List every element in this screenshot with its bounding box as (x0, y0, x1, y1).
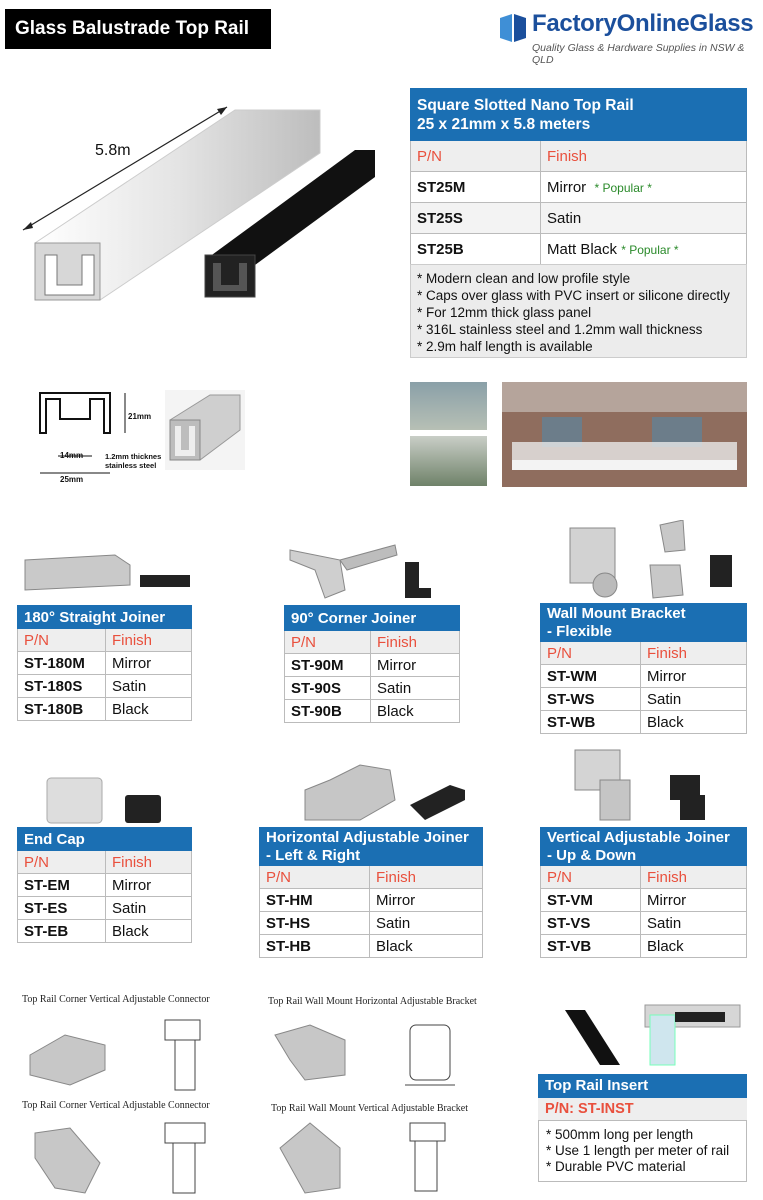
joiner-title: 90° Corner Joiner (285, 606, 460, 631)
col-finish: Finish (541, 141, 747, 172)
brand-name: FactoryOnlineGlass (532, 10, 754, 37)
logo-icon (498, 12, 528, 44)
length-label: 5.8m (95, 142, 131, 159)
main-rail-title: Square Slotted Nano Top Rail (417, 96, 634, 114)
balcony-photo (502, 382, 747, 487)
insert-notes (538, 1120, 747, 1182)
install-photo-1 (410, 382, 487, 430)
brand-logo (498, 8, 754, 66)
joiner-title: 180° Straight Joiner (18, 606, 192, 629)
wall-horizontal-drawing (270, 1015, 485, 1095)
joiner-title: Wall Mount Bracket (547, 604, 686, 622)
joiner-title: Vertical Adjustable Joiner (547, 828, 730, 846)
note-item: * Modern clean and low profile style (417, 271, 631, 286)
main-rail-table (410, 88, 747, 265)
corner-joiner-photo (285, 540, 435, 602)
note-item: * 316L stainless steel and 1.2mm wall thickness (417, 322, 703, 337)
popular-badge: * Popular * (621, 242, 679, 257)
wall-vertical-drawing (275, 1118, 485, 1198)
vertical-joiner-photo (570, 745, 720, 825)
note-item: * Use 1 length per meter of rail (546, 1143, 730, 1158)
joiner-table-corner: 90° Corner Joiner P/N Finish ST-90M Mirror ST-90S Satin ST-90B Black (284, 605, 460, 723)
finish-cell: Mirror (547, 178, 587, 196)
top-rail-illustration (15, 95, 395, 320)
wall-note: 1.2mm thicknes stainless steel (105, 452, 162, 470)
finish-cell: Matt Black (547, 240, 618, 258)
joiner-table-vertical: Vertical Adjustable Joiner - Up & Down P/N Finish ST-VM Mirror ST-VS Satin ST-VB Black (540, 827, 747, 958)
col-pn: P/N (411, 141, 541, 172)
note-item: * Caps over glass with PVC insert or silicone directly (417, 288, 730, 303)
joiner-table-straight: 180° Straight Joiner P/N Finish ST-180M Mirror ST-180S Satin ST-180B Black (17, 605, 192, 721)
pn-cell: ST25B (411, 234, 541, 265)
end-cap-photo (45, 770, 165, 825)
pn-cell: ST25M (411, 172, 541, 203)
dim-width: 25mm (60, 475, 84, 484)
page-title: Glass Balustrade Top Rail (5, 9, 271, 49)
joiner-title: Horizontal Adjustable Joiner (266, 828, 469, 846)
insert-pn: P/N: ST-INST (538, 1098, 747, 1120)
rail-end-photo (165, 390, 245, 470)
pn-cell: ST25S (411, 203, 541, 234)
finish-cell: Satin (541, 203, 747, 234)
note-item: * 2.9m half length is available (417, 339, 593, 354)
joiner-table-end-cap: End Cap P/N Finish ST-EM Mirror ST-ES Satin ST-EB Black (17, 827, 192, 943)
corner-connector-drawing-1 (25, 1015, 235, 1095)
corner-connector-drawing-2 (25, 1118, 235, 1198)
main-rail-notes (410, 264, 747, 358)
rail-insert-photo (555, 1000, 745, 1070)
caption-corner-connector-1: Top Rail Corner Vertical Adjustable Connector (22, 994, 210, 1005)
note-item: * 500mm long per length (546, 1127, 694, 1142)
install-photo-2 (410, 436, 487, 486)
dim-height: 21mm (128, 412, 152, 421)
caption-corner-connector-2: Top Rail Corner Vertical Adjustable Connector (22, 1100, 210, 1111)
note-item: * Durable PVC material (546, 1159, 686, 1174)
horizontal-joiner-photo (300, 760, 470, 825)
caption-wall-horizontal: Top Rail Wall Mount Horizontal Adjustable Bracket (268, 996, 477, 1007)
straight-joiner-photo (20, 545, 200, 600)
joiner-table-wall-bracket: Wall Mount Bracket - Flexible P/N Finish ST-WM Mirror ST-WS Satin ST-WB Black (540, 603, 747, 734)
joiner-title: End Cap (18, 828, 192, 851)
wall-bracket-photo (565, 520, 735, 602)
dim-inner: 14mm (60, 451, 84, 460)
caption-wall-vertical: Top Rail Wall Mount Vertical Adjustable Bracket (271, 1103, 468, 1114)
main-rail-subtitle: 25 x 21mm x 5.8 meters (417, 115, 591, 133)
popular-badge: * Popular * (594, 180, 652, 195)
note-item: * For 12mm thick glass panel (417, 305, 592, 320)
joiner-table-horizontal: Horizontal Adjustable Joiner - Left & Right P/N Finish ST-HM Mirror ST-HS Satin ST-HB Black (259, 827, 483, 958)
insert-title: Top Rail Insert (538, 1074, 747, 1098)
brand-tagline: Quality Glass & Hardware Supplies in NSW & QLD (532, 42, 745, 66)
